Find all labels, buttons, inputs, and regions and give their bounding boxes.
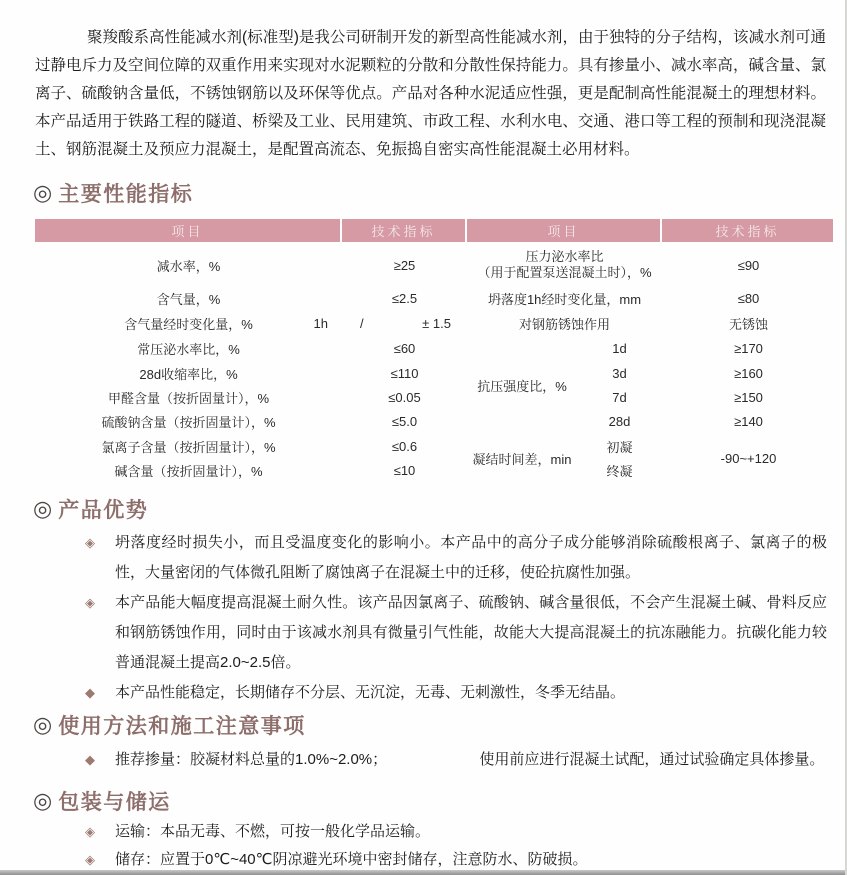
list-item — [35, 528, 827, 588]
table-left-grid — [35, 244, 467, 483]
diamond-bullet-icon: ◈ — [85, 535, 95, 550]
list-item-text: 坍落度经时损失小，而且受温度变化的影响小。本产品中的高分子成分能够消除硫酸根离子、氯离子的极性，大量密闭的气体微孔阻断了腐蚀离子在混凝土中的迁移，使砼抗腐性加强。 — [115, 534, 827, 581]
table-header-row — [35, 219, 835, 242]
diamond-bullet-icon: ◈ — [85, 824, 95, 839]
list-item-text: 储存：应置于0℃~40℃阴凉避光环境中密封储存，注意防水、防破损。 — [115, 851, 588, 868]
row-value: ≤80 — [737, 291, 760, 306]
row-value: ≤60 — [393, 341, 416, 356]
setting-sub-label: 初凝 — [606, 439, 633, 455]
header-cell-spec-left: 技术指标 — [342, 219, 465, 242]
header-cell-item-left: 项目 — [35, 219, 340, 242]
row-label: 28d收缩率比，% — [139, 366, 238, 382]
row-value: 无锈蚀 — [728, 317, 768, 332]
scan-edge-bottom — [0, 870, 847, 875]
row-value: ≥25 — [393, 257, 416, 273]
section-bullseye-icon: ◎ — [33, 788, 53, 813]
row-time-suffix: 1h — [313, 316, 328, 331]
row-label: 碱含量（按折固量计），% — [114, 464, 263, 479]
row-label: 甲醛含量（按折固量计），% — [107, 390, 270, 406]
diamond-bullet-icon: ◆ — [85, 752, 95, 767]
row-value: ≥160 — [734, 365, 763, 381]
section-bullseye-icon: ◎ — [33, 180, 53, 205]
list-item-text: 本产品能大幅度提高混凝土耐久性。该产品因氯离子、硫酸钠、碱含量很低，不会产生混凝土碱、骨料反应和钢筋锈蚀作用，同时由于该减水剂具有微量引气性能，故能大大提高混凝土的抗冻融能力。抗碳化能力较普通混凝土提高2.0~2.5倍。 — [115, 594, 827, 671]
list-item — [35, 678, 827, 708]
age-label: 3d — [612, 365, 627, 381]
row-label-line2: （用于配置泵送混凝土时），% — [477, 265, 652, 280]
usage-trial-text: 使用前应进行混凝土试配，通过试验确定具体掺量。 — [479, 751, 825, 768]
row-value-text: ± 1.5 — [422, 316, 451, 331]
section-title: 主要性能指标 — [58, 183, 194, 206]
strength-ratio-label: 抗压强度比，% — [477, 378, 567, 394]
row-value: ≤110 — [390, 365, 419, 381]
row-label: 氯离子含量（按折固量计），% — [101, 439, 276, 455]
age-label: 7d — [612, 389, 627, 405]
age-label: 28d — [608, 414, 631, 429]
section-heading-packing — [33, 786, 171, 816]
table-body — [35, 244, 835, 483]
list-item — [35, 818, 827, 846]
row-value: ≥170 — [734, 341, 763, 356]
row-label: 坍落度1h经时变化量，mm — [487, 292, 642, 307]
section-heading-usage — [33, 710, 306, 740]
section-title: 使用方法和施工注意事项 — [58, 715, 306, 738]
intro-paragraph: 聚羧酸系高性能减水剂(标准型)是我公司研制开发的新型高性能减水剂，由于独特的分子结构，该减水剂可通过静电斥力及空间位障的双重作用来实现对水泥颗粒的分散和分散性保持能力。具有掺量小、减水率高，碱含量、氯离子、硫酸钠含量低，不锈蚀钢筋以及环保等优点。产品对各种水泥适应性强，更是配制高性能混凝土的理想材料。本产品适用于铁路工程的隧道、桥梁及工业、民用建筑、市政工程、水利水电、交通、港口等工程的预制和现浇混凝土、钢筋混凝土及预应力混凝土，是配置高流态、免振捣自密实高性能混凝土必用材料。 — [35, 29, 826, 158]
row-value — [342, 311, 467, 336]
list-item-text: 运输：本品无毒、不燃，可按一般化学品运输。 — [115, 823, 431, 840]
age-label: 1d — [612, 341, 627, 356]
row-label: 硫酸钠含量（按折固量计），% — [101, 415, 276, 430]
list-item-text: 本产品性能稳定，长期储存不分层、无沉淀，无毒、无刺激性，冬季无结晶。 — [115, 684, 626, 701]
section-title: 产品优势 — [58, 499, 149, 522]
list-item — [35, 588, 827, 678]
diamond-bullet-icon: ◈ — [85, 595, 95, 610]
performance-table — [35, 219, 835, 483]
row-label — [467, 244, 662, 286]
section-bullseye-icon: ◎ — [33, 712, 53, 737]
row-value: ≥140 — [734, 414, 763, 429]
row-label: 减水率，% — [156, 258, 221, 274]
row-label: 含气量，% — [156, 292, 221, 307]
diamond-bullet-icon: ◈ — [85, 852, 95, 867]
row-value: ≤5.0 — [391, 414, 418, 429]
row-label-line1: 压力泌水率比 — [525, 249, 604, 264]
table-right-grid — [467, 244, 835, 483]
row-slash: / — [360, 316, 364, 331]
diamond-bullet-icon: ◆ — [85, 685, 95, 700]
row-value: ≤2.5 — [391, 291, 418, 306]
row-label: 常压泌水率比，% — [137, 342, 240, 357]
usage-dosage-text: 推荐掺量：胶凝材料总量的1.0%~2.0%； — [115, 751, 388, 768]
section-heading-performance — [33, 178, 193, 208]
header-cell-spec-right: 技术指标 — [662, 219, 833, 242]
row-value: ≤0.6 — [391, 438, 418, 454]
header-cell-item-right: 项目 — [467, 219, 660, 242]
row-label-text: 含气量经时变化量，% — [124, 317, 253, 332]
row-value: ≥150 — [734, 389, 763, 405]
row-value: ≤10 — [393, 463, 416, 478]
row-value: ≤0.05 — [388, 389, 421, 405]
section-title: 包装与储运 — [58, 791, 171, 814]
setting-value: -90~+120 — [720, 451, 777, 466]
row-label: 对钢筋锈蚀作用 — [518, 317, 610, 332]
setting-sub-label: 终凝 — [606, 464, 633, 479]
list-item — [35, 745, 827, 775]
section-heading-advantages — [33, 494, 148, 524]
usage-list — [35, 745, 827, 775]
packing-list — [35, 818, 827, 874]
advantages-list — [35, 528, 827, 708]
setting-time-label: 凝结时间差，min — [472, 452, 572, 467]
section-bullseye-icon: ◎ — [33, 496, 53, 521]
row-value: ≤90 — [737, 257, 760, 273]
row-label — [35, 311, 342, 336]
